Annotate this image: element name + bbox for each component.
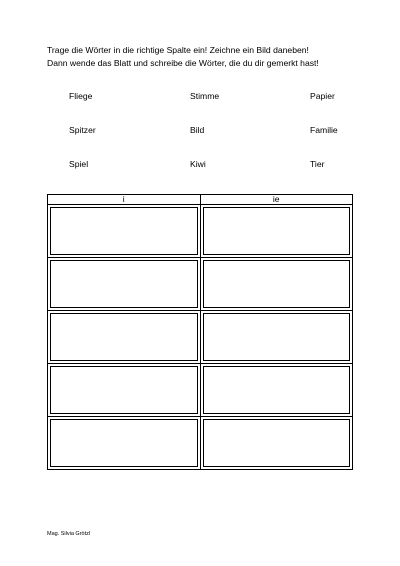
drawing-box: [50, 207, 198, 255]
drawing-box: [203, 260, 351, 308]
drawing-box: [203, 366, 351, 414]
word-item: Tier: [310, 159, 325, 169]
word-item: Kiwi: [190, 159, 206, 169]
drawing-box: [50, 419, 198, 467]
table-cell-i[interactable]: [48, 258, 201, 311]
column-header-ie: ie: [200, 195, 353, 205]
drawing-box: [203, 313, 351, 361]
table-row: [48, 311, 353, 364]
table-cell-ie[interactable]: [200, 258, 353, 311]
table-cell-ie[interactable]: [200, 364, 353, 417]
table-cell-ie[interactable]: [200, 205, 353, 258]
drawing-box: [50, 260, 198, 308]
table-cell-i[interactable]: [48, 364, 201, 417]
word-item: Familie: [310, 125, 338, 135]
drawing-box: [50, 366, 198, 414]
instruction-line-1: Trage die Wörter in die richtige Spalte ein! Zeichne ein Bild daneben!: [47, 45, 309, 55]
word-item: Stimme: [190, 91, 220, 101]
drawing-box: [203, 419, 351, 467]
instructions: [47, 44, 387, 70]
table-cell-i[interactable]: [48, 417, 201, 470]
table-cell-ie[interactable]: [200, 417, 353, 470]
column-header-i: i: [48, 195, 201, 205]
word-item: Spiel: [69, 159, 89, 169]
table-row: [48, 258, 353, 311]
table-cell-i[interactable]: [48, 311, 201, 364]
table-cell-i[interactable]: [48, 205, 201, 258]
table-header-row: [48, 195, 353, 205]
word-item: Bild: [190, 125, 205, 135]
instruction-line-2: Dann wende das Blatt und schreibe die Wörter, die du dir gemerkt hast!: [47, 58, 319, 68]
table-row: [48, 417, 353, 470]
word-item: Spitzer: [69, 125, 96, 135]
author-footer: Mag. Silvia Grötzl: [47, 531, 91, 537]
table-row: [48, 364, 353, 417]
drawing-box: [203, 207, 351, 255]
table-row: [48, 205, 353, 258]
drawing-box: [50, 313, 198, 361]
word-item: Fliege: [69, 91, 93, 101]
word-item: Papier: [310, 91, 335, 101]
sorting-table: [47, 194, 353, 470]
table-cell-ie[interactable]: [200, 311, 353, 364]
